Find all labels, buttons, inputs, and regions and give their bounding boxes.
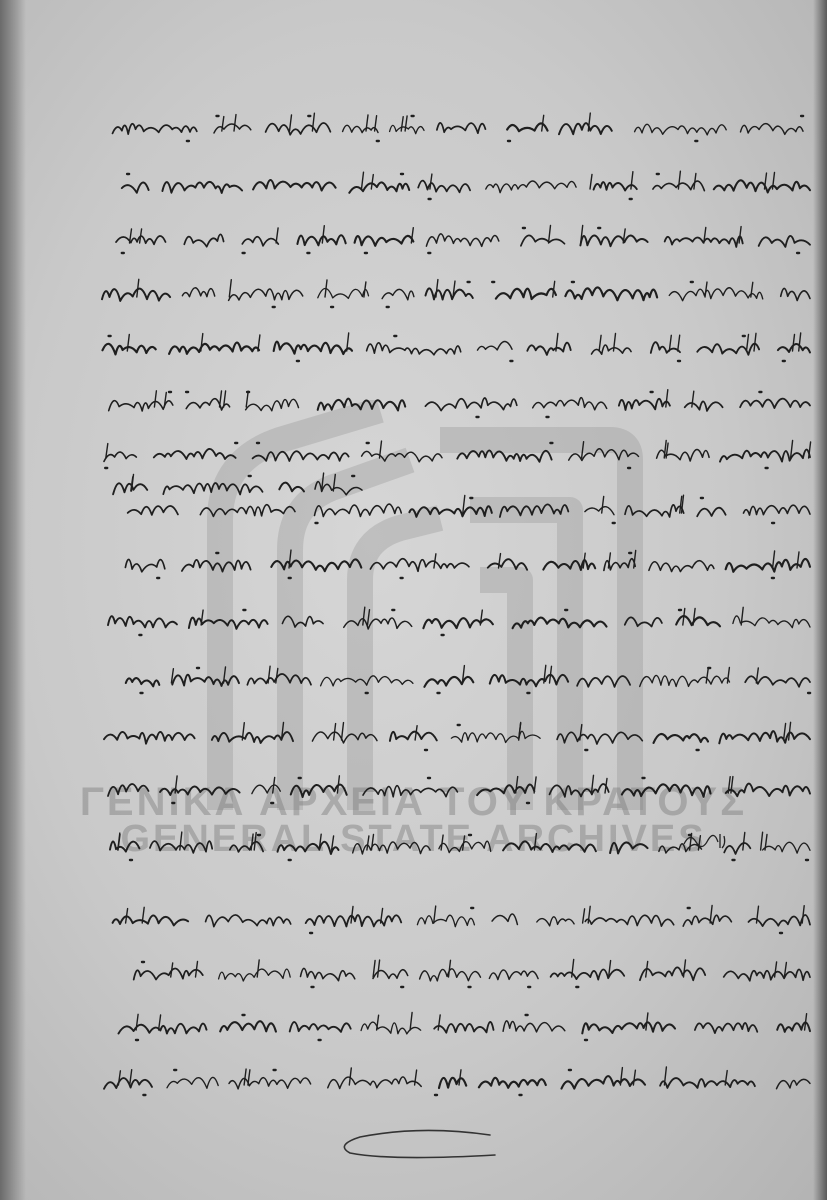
watermark-greek: ΓΕΝΙΚΑ ΑΡΧΕΙΑ ΤΟΥ ΚΡΑΤΟΥΣ [79, 780, 748, 824]
watermark-english: GENERAL STATE ARCHIVES [120, 818, 707, 860]
handwritten-line [104, 387, 812, 421]
handwritten-line [104, 605, 812, 639]
scan-right-edge [813, 0, 827, 1200]
handwritten-line [98, 277, 812, 311]
handwritten-line [98, 331, 812, 365]
closing-flourish [330, 1125, 500, 1163]
handwritten-line [100, 720, 812, 754]
margin-note [680, 826, 728, 852]
scan-left-edge [0, 0, 26, 1200]
handwritten-line [112, 223, 812, 257]
handwritten-line [100, 1065, 812, 1099]
handwritten-line [102, 548, 812, 582]
handwritten-line [104, 773, 812, 807]
handwritten-line [96, 1010, 812, 1044]
handwritten-line [100, 438, 812, 472]
handwritten-line [102, 903, 812, 937]
handwritten-line [104, 957, 812, 991]
handwritten-line [104, 663, 812, 697]
handwritten-line [102, 493, 812, 527]
handwritten-line [112, 169, 812, 203]
handwritten-line [105, 111, 805, 145]
